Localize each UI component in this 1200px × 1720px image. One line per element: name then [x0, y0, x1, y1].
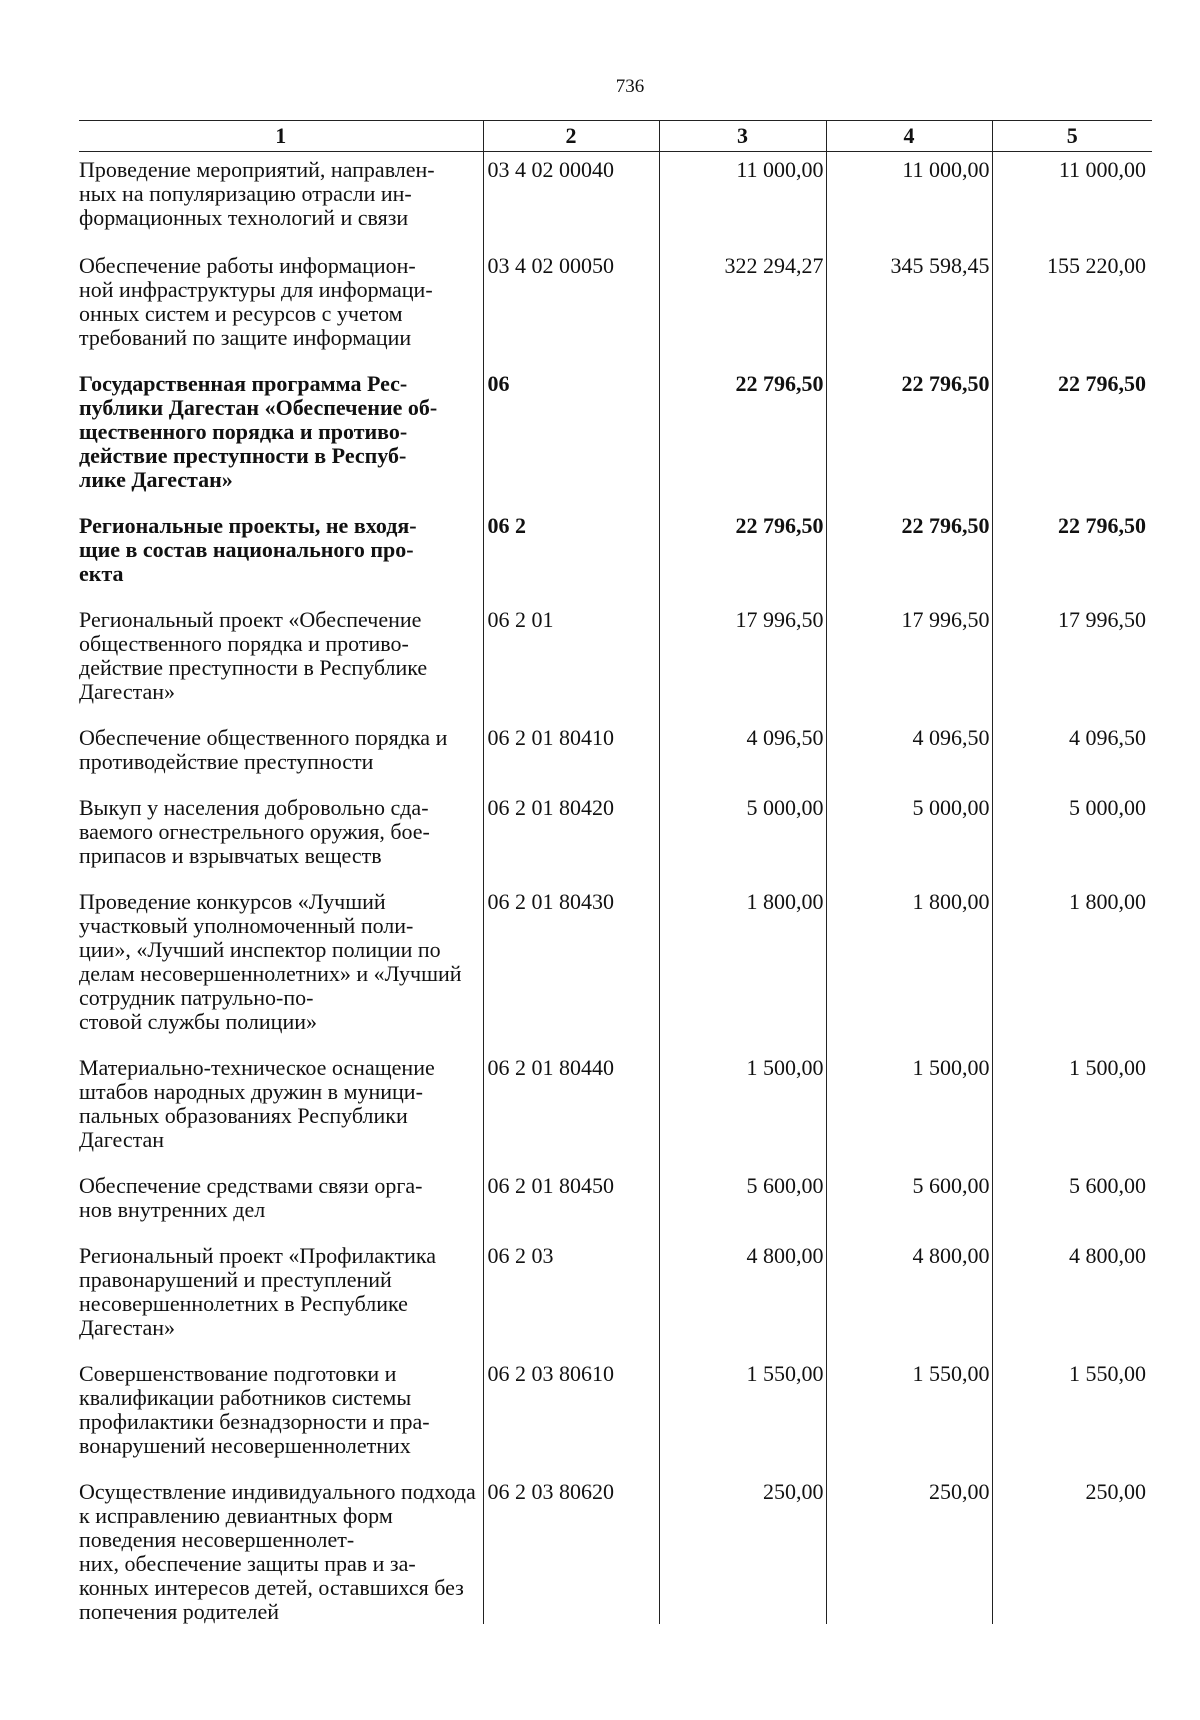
row-name: Региональный проект «Профилактика правонарушений и преступлений несовершеннолетних в Республике Дагестан»: [79, 1243, 436, 1340]
row-code: 06 2 03: [483, 1222, 659, 1340]
table-row: [79, 492, 1152, 586]
row-name: Материально-техническое оснащение штабов народных дружин в муници- пальных образованиях Республики Дагестан: [79, 1055, 435, 1152]
row-value-5: 1 800,00: [992, 868, 1152, 1034]
header-col-4: 4: [826, 121, 992, 152]
row-name: Государственная программа Рес- публики Дагестан «Обеспечение об- щественного порядка и противо- действие преступности в Респуб- лике Дагестан»: [79, 371, 438, 492]
row-value-3: 22 796,50: [659, 492, 826, 586]
row-value-4: 250,00: [826, 1458, 992, 1624]
row-value-3: 11 000,00: [659, 152, 826, 231]
row-value-3: 5 000,00: [659, 774, 826, 868]
row-code: 06 2 03 80610: [483, 1340, 659, 1458]
row-value-5: 4 800,00: [992, 1222, 1152, 1340]
header-row: [79, 121, 1152, 152]
row-value-4: 4 800,00: [826, 1222, 992, 1340]
row-name: Проведение мероприятий, направлен- ных на популяризацию отрасли ин- формационных технологий и связи: [79, 157, 435, 230]
row-value-4: 22 796,50: [826, 350, 992, 492]
row-value-3: 4 096,50: [659, 704, 826, 774]
row-code: 06 2: [483, 492, 659, 586]
table-row: [79, 152, 1152, 231]
row-code: 06 2 01 80430: [483, 868, 659, 1034]
header-col-2: 2: [483, 121, 659, 152]
row-name: Обеспечение средствами связи орга- нов внутренних дел: [79, 1173, 423, 1222]
row-value-3: 322 294,27: [659, 230, 826, 350]
row-value-5: 22 796,50: [992, 350, 1152, 492]
row-value-4: 1 500,00: [826, 1034, 992, 1152]
row-value-4: 11 000,00: [826, 152, 992, 231]
row-value-4: 1 550,00: [826, 1340, 992, 1458]
table-row: [79, 1034, 1152, 1152]
table-header: [79, 121, 1152, 152]
row-value-5: 4 096,50: [992, 704, 1152, 774]
row-value-5: 1 550,00: [992, 1340, 1152, 1458]
row-value-4: 1 800,00: [826, 868, 992, 1034]
row-value-4: 4 096,50: [826, 704, 992, 774]
row-value-5: 1 500,00: [992, 1034, 1152, 1152]
row-code: 03 4 02 00050: [483, 230, 659, 350]
row-value-5: 250,00: [992, 1458, 1152, 1624]
row-code: 06 2 01 80440: [483, 1034, 659, 1152]
table-row: [79, 1222, 1152, 1340]
table-row: [79, 1340, 1152, 1458]
row-value-4: 17 996,50: [826, 586, 992, 704]
row-code: 06 2 01 80420: [483, 774, 659, 868]
row-value-4: 5 600,00: [826, 1152, 992, 1222]
row-name: Проведение конкурсов «Лучший участковый уполномоченный поли- ции», «Лучший инспектор полиции по делам несовершеннолетних» и «Лучший сотрудник патрульно-по- стовой службы полиции»: [79, 889, 462, 1034]
row-value-5: 5 600,00: [992, 1152, 1152, 1222]
row-value-5: 5 000,00: [992, 774, 1152, 868]
row-code: 06 2 03 80620: [483, 1458, 659, 1624]
table-row: [79, 1458, 1152, 1624]
row-value-5: 17 996,50: [992, 586, 1152, 704]
row-value-3: 5 600,00: [659, 1152, 826, 1222]
row-value-3: 22 796,50: [659, 350, 826, 492]
header-col-5: 5: [992, 121, 1152, 152]
row-name: Обеспечение общественного порядка и противодействие преступности: [79, 725, 448, 774]
row-value-3: 1 550,00: [659, 1340, 826, 1458]
header-col-1: 1: [79, 121, 483, 152]
row-value-3: 17 996,50: [659, 586, 826, 704]
table-row: [79, 586, 1152, 704]
table-row: [79, 868, 1152, 1034]
row-name: Обеспечение работы информацион- ной инфраструктуры для информаци- онных систем и ресурсов с учетом требований по защите информации: [79, 253, 433, 350]
row-value-4: 345 598,45: [826, 230, 992, 350]
row-name: Осуществление индивидуального подхода к исправлению девиантных форм поведения несовершеннолет- них, обеспечение защиты прав и за- конных интересов детей, оставшихся без попечения родителей: [79, 1479, 476, 1624]
row-value-4: 5 000,00: [826, 774, 992, 868]
row-name: Совершенствование подготовки и квалификации работников системы профилактики безнадзорности и пра- вонарушений несовершеннолетних: [79, 1361, 430, 1458]
row-code: 06 2 01 80450: [483, 1152, 659, 1222]
page-number: 736: [615, 76, 645, 97]
table-row: [79, 230, 1152, 350]
row-value-5: 22 796,50: [992, 492, 1152, 586]
header-col-3: 3: [659, 121, 826, 152]
row-value-4: 22 796,50: [826, 492, 992, 586]
row-name: Региональный проект «Обеспечение общественного порядка и противо- действие преступности в Республике Дагестан»: [79, 607, 428, 704]
table-row: [79, 704, 1152, 774]
row-code: 06 2 01 80410: [483, 704, 659, 774]
row-code: 06 2 01: [483, 586, 659, 704]
row-value-5: 11 000,00: [992, 152, 1152, 231]
table-row: [79, 350, 1152, 492]
row-code: 06: [483, 350, 659, 492]
row-value-3: 250,00: [659, 1458, 826, 1624]
table-row: [79, 774, 1152, 868]
table-row: [79, 1152, 1152, 1222]
row-value-3: 4 800,00: [659, 1222, 826, 1340]
row-value-3: 1 500,00: [659, 1034, 826, 1152]
row-name: Выкуп у населения добровольно сда- ваемого огнестрельного оружия, бое- припасов и взрывчатых веществ: [79, 795, 430, 868]
row-value-3: 1 800,00: [659, 868, 826, 1034]
row-code: 03 4 02 00040: [483, 152, 659, 231]
row-value-5: 155 220,00: [992, 230, 1152, 350]
table-body: [79, 152, 1152, 1625]
budget-table: [79, 120, 1152, 1624]
row-name: Региональные проекты, не входя- щие в состав национального про- екта: [79, 513, 417, 586]
